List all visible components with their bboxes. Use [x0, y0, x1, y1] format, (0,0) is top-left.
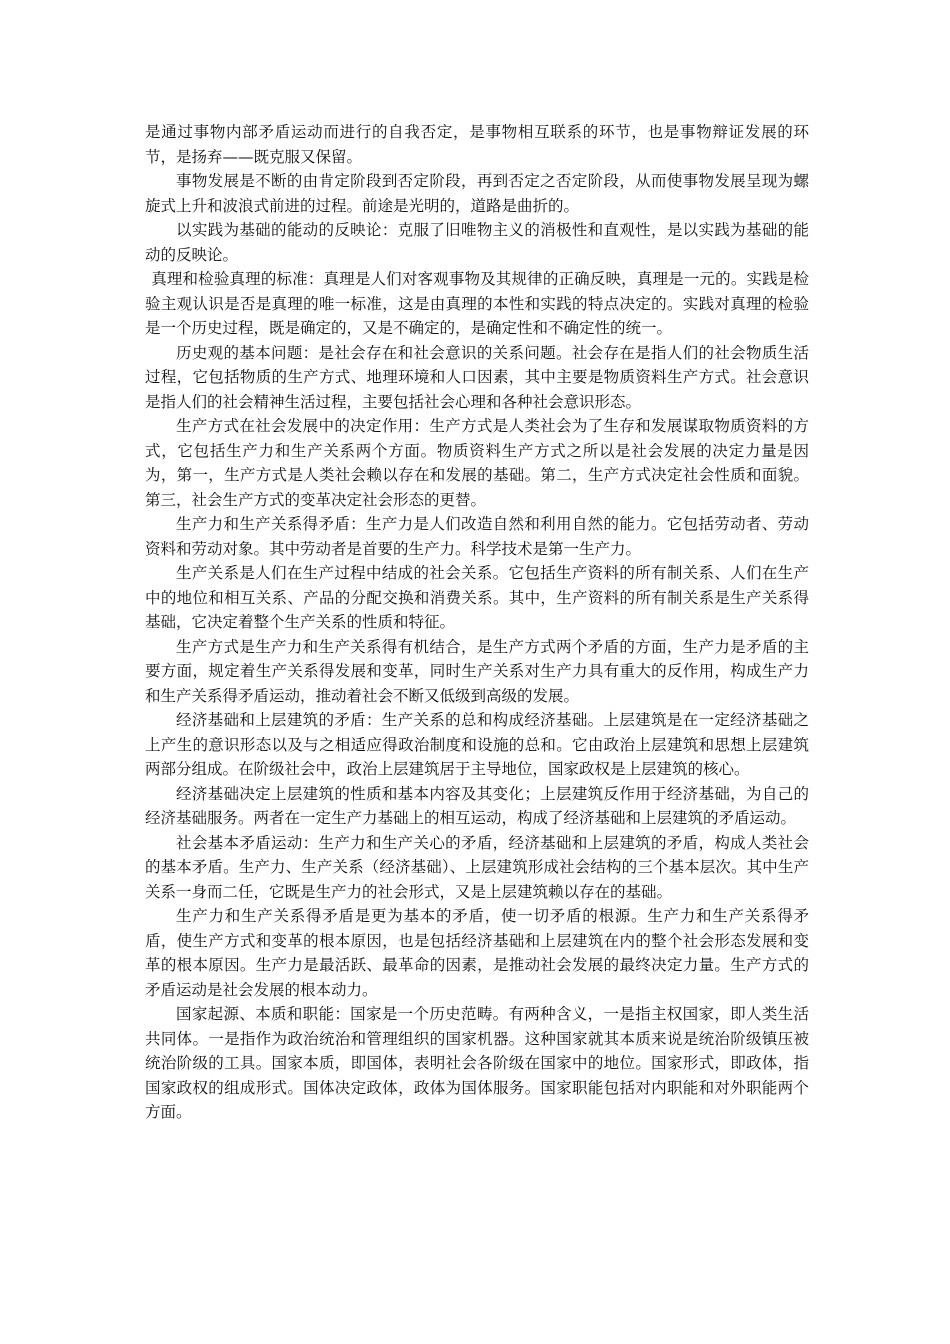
paragraph-productive-forces: 生产力和生产关系得矛盾：生产力是人们改造自然和利用自然的能力。它包括劳动者、劳动资料和劳动对象。其中劳动者是首要的生产力。科学技术是第一生产力。 [145, 515, 809, 558]
paragraph-historical-view: 历史观的基本问题：是社会存在和社会意识的关系问题。社会存在是指人们的社会物质生活过程，它包括物质的生产方式、地理环境和人口因素，其中主要是物质资料生产方式。社会意识是指人们的社会精神生活过程，主要包括社会心理和各种社会意识形态。 [145, 343, 809, 411]
paragraph-spiral-development: 事物发展是不断的由肯定阶段到否定阶段，再到否定之否定阶段，从而使事物发展呈现为螺旋式上升和波浪式前进的过程。前途是光明的，道路是曲折的。 [145, 172, 809, 215]
paragraph-relations-of-production: 生产关系是人们在生产过程中结成的社会关系。它包括生产资料的所有制关系、人们在生产中的地位和相互关系、产品的分配交换和消费关系。其中，生产资料的所有制关系是生产关系得基础，它决定着整个生产关系的性质和特征。 [145, 564, 809, 631]
paragraph-fundamental-contradiction: 生产力和生产关系得矛盾是更为基本的矛盾，使一切矛盾的根源。生产力和生产关系得矛盾，使生产方式和变革的根本原因，也是包括经济基础和上层建筑在内的整个社会形态发展和变革的根本原因。生产力是最活跃、最革命的因素，是推动社会发展的最终决定力量。生产方式的矛盾运动是社会发展的根本动力。 [145, 907, 809, 999]
paragraph-state-origin: 国家起源、本质和职能：国家是一个历史范畴。有两种含义，一是指主权国家，即人类生活共同体。一是指作为政治统治和管理组织的国家机器。这种国家就其本质来说是统治阶级镇压被统治阶级的工具。国家本质，即国体，表明社会各阶级在国家中的地位。国家形式，即政体，指国家政权的组成形式。国体决定政体，政体为国体服务。国家职能包括对内职能和对外职能两个方面。 [145, 1005, 809, 1121]
paragraph-truth-standard: 真理和检验真理的标准：真理是人们对客观事物及其规律的正确反映，真理是一元的。实践是检验主观认识是否是真理的唯一标准，这是由真理的本性和实践的特点决定的。实践对真理的检验是一个历史过程，既是确定的，又是不确定的，是确定性和不确定性的统一。 [145, 270, 809, 337]
paragraph-mode-of-production: 生产方式在社会发展中的决定作用：生产方式是人类社会为了生存和发展谋取物质资料的方式，它包括生产力和生产关系两个方面。物质资料生产方式之所以是社会发展的决定力量是因为，第一，生产方式是人类社会赖以存在和发展的基础。第二，生产方式决定社会性质和面貌。第三，社会生产方式的变革决定社会形态的更替。 [145, 417, 809, 509]
paragraph-basic-contradictions: 社会基本矛盾运动：生产力和生产关心的矛盾，经济基础和上层建筑的矛盾，构成人类社会的基本矛盾。生产力、生产关系（经济基础）、上层建筑形成社会结构的三个基本层次。其中生产关系一身而二任，它既是生产力的社会形式，又是上层建筑赖以存在的基础。 [145, 833, 809, 901]
document-body [145, 120, 809, 1125]
paragraph-practice-reflection: 以实践为基础的能动的反映论：克服了旧唯物主义的消极性和直观性，是以实践为基础的能动的反映论。 [145, 221, 809, 264]
paragraph-dialectic-negation: 是通过事物内部矛盾运动而进行的自我否定，是事物相互联系的环节，也是事物辩证发展的环节，是扬弃——既克服又保留。 [145, 123, 809, 166]
paragraph-base-determines: 经济基础决定上层建筑的性质和基本内容及其变化；上层建筑反作用于经济基础，为自己的经济基础服务。两者在一定生产力基础上的相互运动，构成了经济基础和上层建筑的矛盾运动。 [145, 784, 809, 827]
paragraph-production-unity: 生产方式是生产力和生产关系得有机结合，是生产方式两个矛盾的方面，生产力是矛盾的主要方面，规定着生产关系得发展和变革，同时生产关系对生产力具有重大的反作用，构成生产力和生产关系得矛盾运动，推动着社会不断又低级到高级的发展。 [145, 637, 809, 705]
paragraph-base-superstructure: 经济基础和上层建筑的矛盾：生产关系的总和构成经济基础。上层建筑是在一定经济基础之上产生的意识形态以及与之相适应得政治制度和设施的总和。它由政治上层建筑和思想上层建筑两部分组成。在阶级社会中，政治上层建筑居于主导地位，国家政权是上层建筑的核心。 [145, 711, 809, 778]
